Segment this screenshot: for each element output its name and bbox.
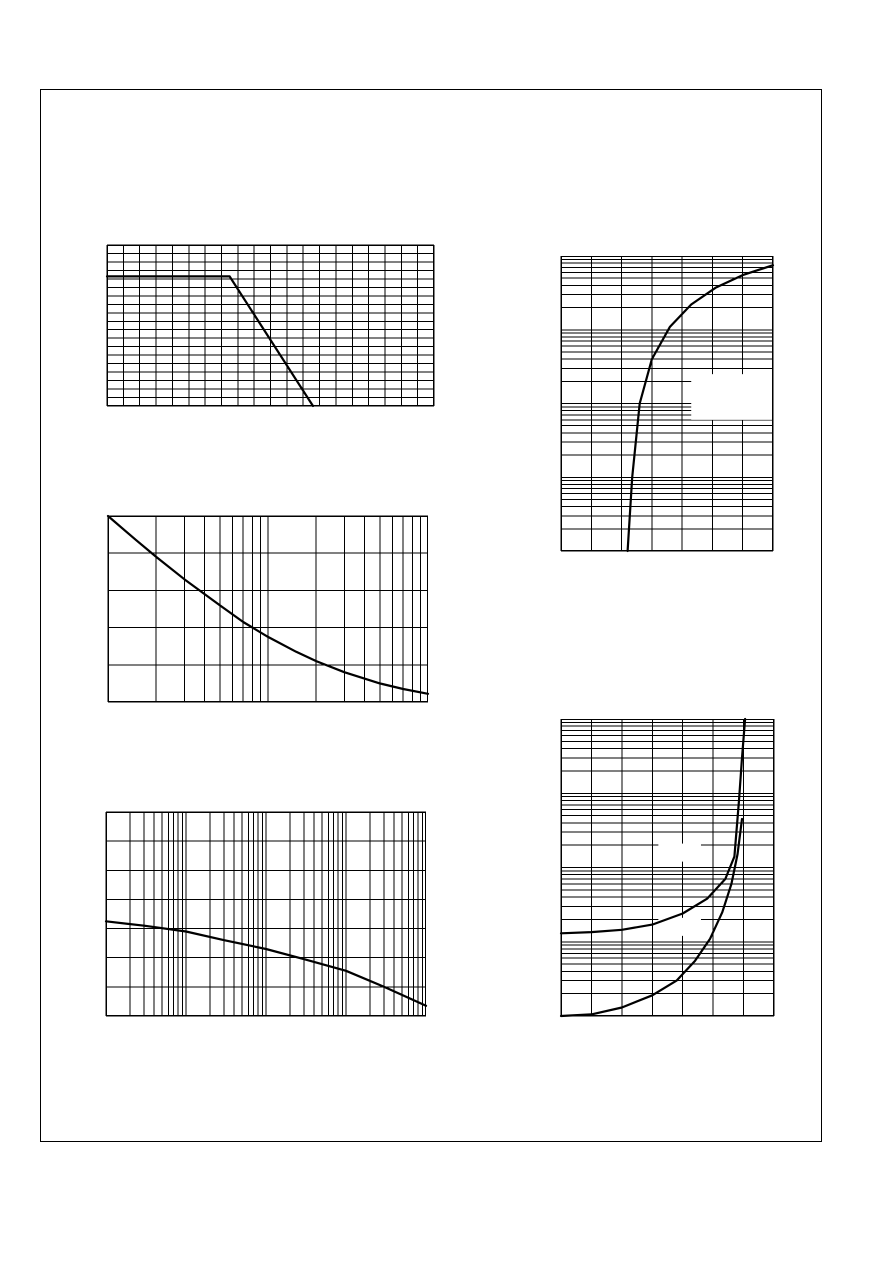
label-mask [691,374,773,420]
series-line-2 [561,819,742,1016]
log-x-flat-chart [106,812,426,1016]
derating-chart [107,245,434,406]
series-line-1 [561,719,745,933]
log-y-rise-chart [561,256,773,551]
log-y-two-curves-chart [561,719,774,1016]
grid [108,516,428,702]
grid [107,245,434,406]
label-mask [658,844,701,862]
log-x-decay-chart [108,516,428,702]
